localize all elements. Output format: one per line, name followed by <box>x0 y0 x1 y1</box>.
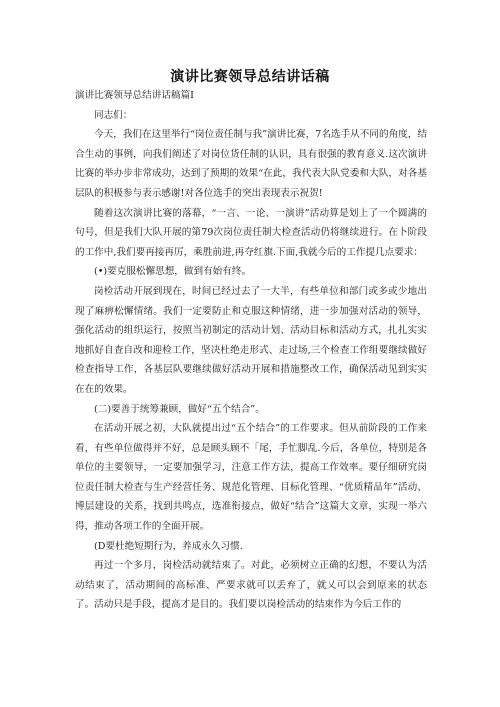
salutation: 同志们： <box>94 109 133 121</box>
document-title: 演讲比赛领导总结讲话稿 <box>170 69 330 85</box>
section-heading: (二)要善于统筹兼顾，做好“五个结合”。 <box>94 403 265 415</box>
section-heading: (•)要克服松懈思想，做到有始有终。 <box>94 266 252 278</box>
body-paragraph: 岗检活动开展到现在，时间已经过去了一大半，有些单位和部门或多或少地出现了麻痹松懈情绪。我们一定要防止和克服这种情绪，进一步加强对活动的领导，强化活动的组织运行，按照当初制定的活动计划、活动目标和活动方式，扎扎实实地抓好自查自改和迎检工作，坚决杜绝走形式、走过场,三个检查工作组要继续做好检查指导工作，各基层队要继续做好活动开展和措施整改工作，确保活动见到实实在在的效果。 <box>75 285 427 395</box>
document-subtitle: 演讲比赛领导总结讲话稿篇I <box>75 90 194 101</box>
body-paragraph: 随着这次演讲比赛的落幕，“一言、一论、一演讲”活动算是划上了一个圆满的句号，但是我们大队开展的第79次岗位责任制大检查活动仍将继续进行。在卜阶段的工作中,我们要再接再厉，乘胜前进,再夺红旗.下面,我就今后的工作提几点要求： <box>75 207 427 258</box>
body-paragraph: 在活动开展之初，大队就提出过“五个结合”的工作要求。但从前阶段的工作来看，有些单位做得并不好，总是顾头顾不「尾，手忙脚乱.今后，各单位，特别是各单位的主要领导，一定要加强学习，注意工作方法，提高工作效率。要仔细研究岗位责任制大检查与生产经营任务、规范化管理、目标化管理、“优质精品年”活动、博层建设的关系，找到共鸣点，选准衔接点，做好“结合”这篇大文章，实现一举六得，推动各项工作的全面开展。 <box>75 423 427 533</box>
section-heading: (D要杜绝短期行为，养成永久习惯. <box>94 540 243 552</box>
body-paragraph: 再过一个多月，岗检活动就结束了。对此，必须树立正确的幻想，不要认为活动结束了，活动期间的高标准、严要求就可以丢弃了，就乂可以会到原来的状态了。活动只是手段，提高才是目的。我们要以岗检活动的结束作为今后工作的 <box>75 560 427 611</box>
document-body <box>75 86 427 615</box>
body-paragraph: 今天，我们在这里举行“岗位责任制与我”演讲比赛，7名选手从不同的角度，结合生动的事例，向我们阐述了对岗位货任制的认识，具有很强的教育意义.这次演讲比赛的举办步非常成功，达到了预期的效果“在此，我代表大队党委和大队，对各基层队的积极参与表示感谢!对各位选手的突出表现表示祝贺! <box>75 129 427 199</box>
